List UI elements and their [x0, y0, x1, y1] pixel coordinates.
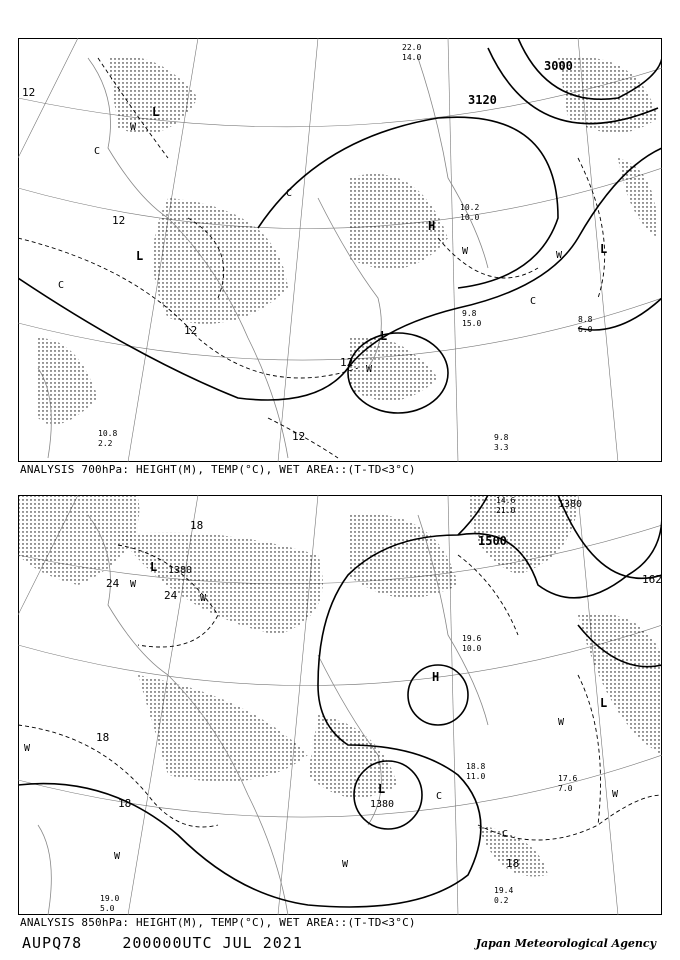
cold-area-label: C	[530, 296, 537, 307]
map-850hpa	[18, 495, 662, 915]
cold-area-label: C	[58, 280, 65, 291]
warm-area-label: W	[200, 593, 207, 604]
chart-header	[22, 934, 303, 952]
station-value: 14.6	[496, 496, 516, 505]
station-value: 6.0	[578, 325, 593, 334]
station-value: 8.8	[578, 315, 593, 324]
station-value: 14.0	[402, 53, 422, 62]
high-center: H	[428, 219, 436, 233]
isotherm-label: 24	[106, 577, 120, 590]
station-value: 10.0	[462, 644, 482, 653]
caption-700hpa: ANALYSIS 700hPa: HEIGHT(M), TEMP(°C), WET AREA::(T-TD<3°C)	[20, 463, 416, 476]
cold-area-label: C	[286, 188, 293, 199]
cold-area-label: C	[436, 791, 443, 802]
isotherm-label: 18	[96, 731, 110, 744]
agency-name: Japan Meteorological Agency	[475, 937, 656, 950]
warm-area-label: W	[342, 859, 349, 870]
station-value: 17.6	[558, 774, 578, 783]
isotherm-label: 12	[184, 324, 198, 337]
low-center: L	[136, 249, 144, 263]
height-label: 3120	[468, 93, 497, 107]
isotherm-label: 12	[292, 430, 306, 443]
station-value: 3.3	[494, 443, 509, 452]
station-value: 9.8	[494, 433, 509, 442]
height-label: 1380	[168, 565, 193, 576]
station-value: 5.0	[100, 904, 115, 913]
height-label: 1380	[558, 499, 583, 510]
isotherm-label: 162	[642, 573, 662, 586]
warm-area-label: W	[556, 250, 563, 261]
low-center: L	[150, 560, 158, 574]
station-value: 19.0	[100, 894, 120, 903]
low-center: L	[378, 782, 386, 796]
warm-area-label: W	[130, 579, 137, 590]
warm-area-label: W	[114, 851, 121, 862]
isotherm-label: 24	[164, 589, 178, 602]
station-value: 10.8	[98, 429, 118, 438]
station-value: 10.0	[460, 213, 480, 222]
valid-time: 200000UTC JUL 2021	[122, 934, 303, 952]
station-value: 11.0	[466, 772, 486, 781]
chart-700hpa	[18, 38, 662, 462]
station-value: 22.0	[402, 43, 422, 52]
chart-code: AUPQ78	[22, 934, 83, 952]
station-value: 10.2	[460, 203, 480, 212]
isotherm-label: 12	[112, 214, 126, 227]
low-center: L	[380, 329, 388, 343]
cold-area-label: C	[94, 146, 101, 157]
warm-area-label: W	[130, 122, 137, 133]
warm-area-label: W	[612, 789, 619, 800]
map-700hpa	[18, 38, 662, 462]
warm-area-label: W	[366, 364, 373, 375]
station-value: 19.4	[494, 886, 514, 895]
isotherm-label: 12	[22, 86, 36, 99]
station-value: 9.8	[462, 309, 477, 318]
low-center: L	[600, 696, 608, 710]
isotherm-label: 18	[118, 797, 132, 810]
warm-area-label: W	[24, 743, 31, 754]
station-value: 18.8	[466, 762, 486, 771]
warm-area-label: W	[558, 717, 565, 728]
cold-area-label: C	[502, 829, 509, 840]
low-center: L	[152, 105, 160, 119]
high-center: H	[432, 670, 440, 684]
station-value: 7.0	[558, 784, 573, 793]
caption-850hpa: ANALYSIS 850hPa: HEIGHT(M), TEMP(°C), WET AREA::(T-TD<3°C)	[20, 916, 416, 929]
station-value: 2.2	[98, 439, 113, 448]
station-value: 19.6	[462, 634, 482, 643]
warm-area-label: W	[462, 246, 469, 257]
isotherm-label: 18	[506, 857, 520, 870]
isotherm-label: 18	[190, 519, 204, 532]
chart-850hpa	[18, 495, 662, 915]
height-label: 3000	[544, 59, 573, 73]
low-center: L	[600, 242, 608, 256]
isotherm-label: 12	[340, 356, 354, 369]
station-value: 15.0	[462, 319, 482, 328]
height-label: 1500	[478, 534, 507, 548]
station-value: 21.0	[496, 506, 516, 515]
station-value: 0.2	[494, 896, 509, 905]
height-label: 1380	[370, 799, 395, 810]
